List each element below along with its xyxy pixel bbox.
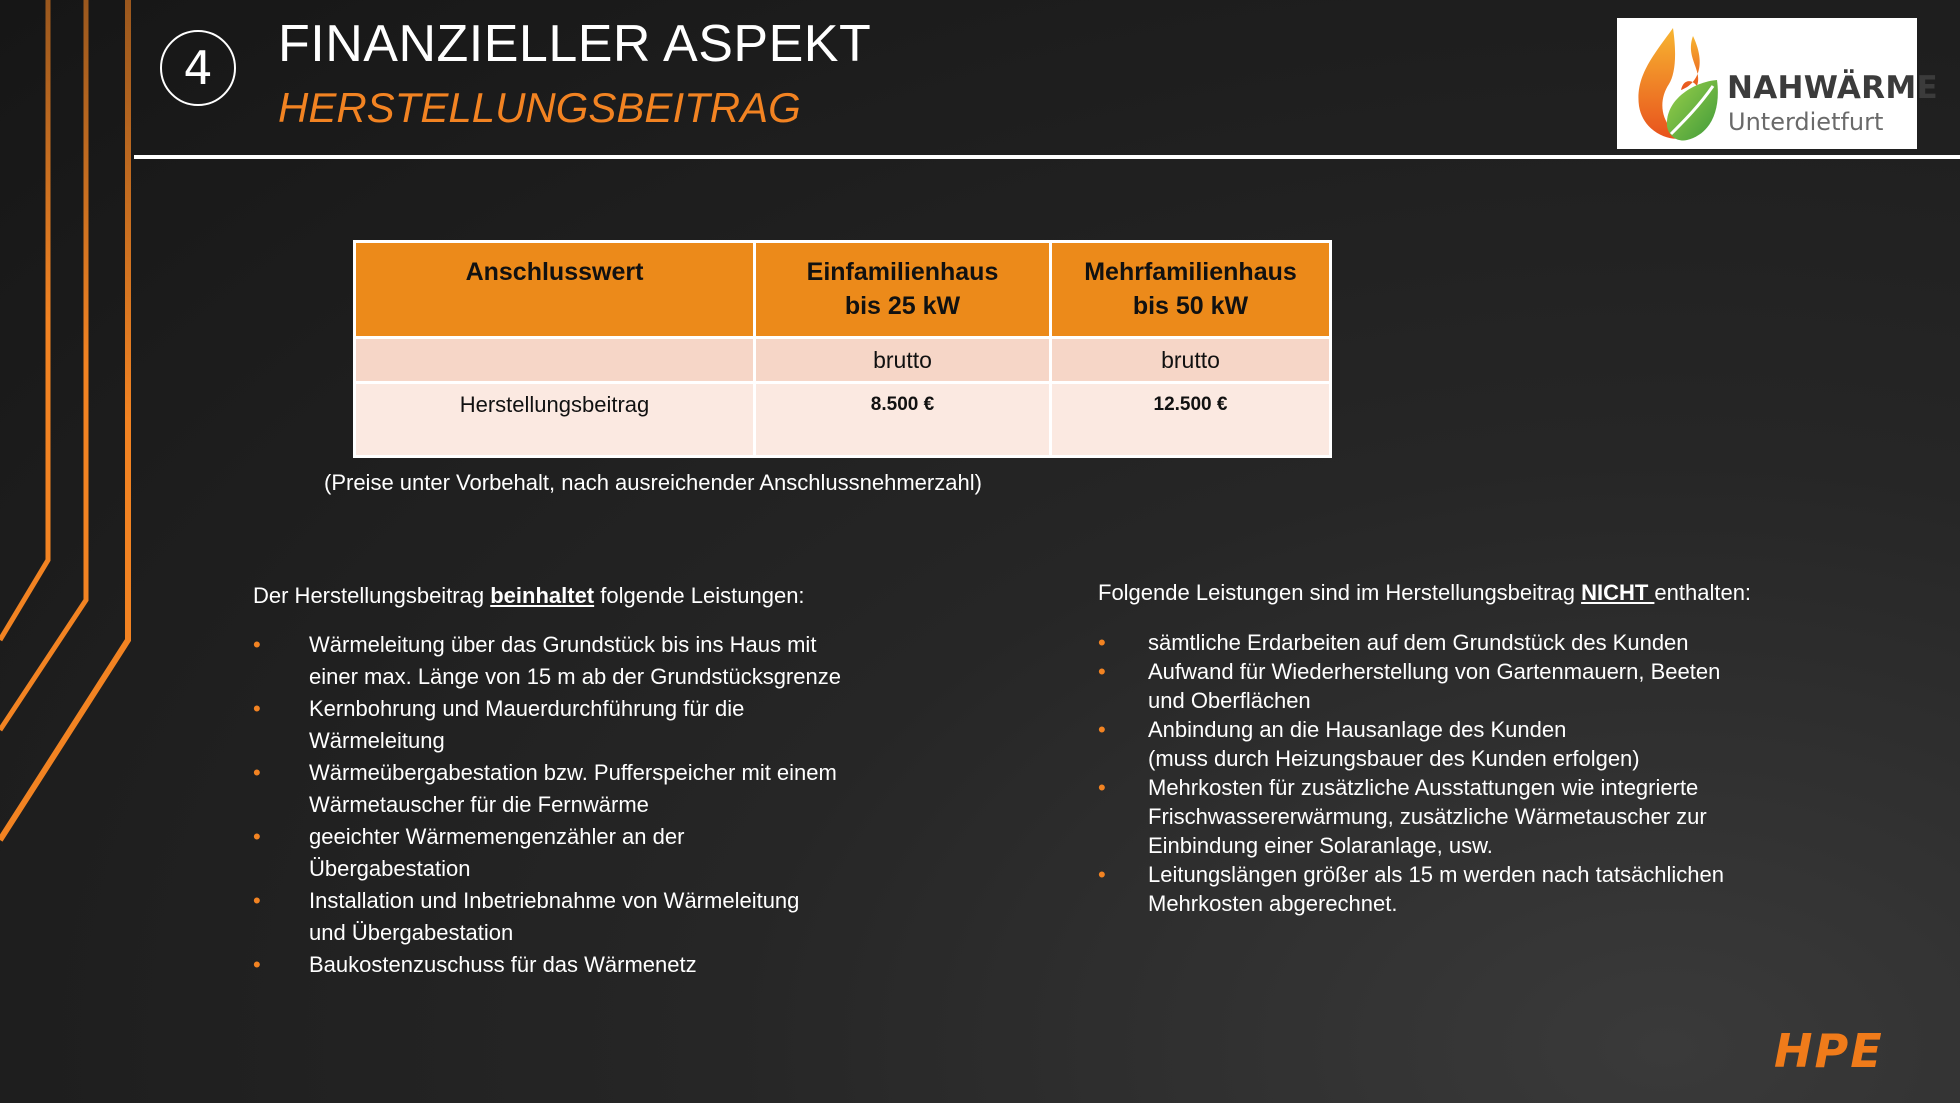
excluded-heading: Folgende Leistungen sind im Herstellungsbeitrag NICHT enthalten: bbox=[1098, 580, 1752, 605]
table-cell: Herstellungsbeitrag bbox=[355, 383, 755, 457]
list-item: • Leitungslängen größer als 15 m werden nach tatsächlichen Mehrkosten abgerechnet. bbox=[1098, 860, 1818, 918]
list-item: • Mehrkosten für zusätzliche Ausstattungen wie integrierte Frischwassererwärmung, zusätzliche Wärmetauscher zur Einbindung einer Solaranlage, usw. bbox=[1098, 773, 1818, 860]
table-row bbox=[355, 383, 1331, 457]
list-item: • Kernbohrung und Mauerdurchführung für die Wärmeleitung bbox=[253, 693, 893, 757]
header-divider bbox=[134, 155, 1960, 159]
price-table bbox=[353, 240, 1332, 458]
logo-place: Unterdietfurt bbox=[1728, 108, 1884, 136]
table-cell: brutto bbox=[1051, 338, 1331, 383]
logo bbox=[1617, 18, 1938, 149]
table-cell bbox=[355, 338, 755, 383]
table-cell: brutto bbox=[755, 338, 1051, 383]
included-services bbox=[253, 583, 893, 981]
page-title: FINANZIELLER ASPEKT bbox=[278, 15, 872, 73]
list-item: • Anbindung an die Hausanlage des Kunden (muss durch Heizungsbauer des Kunden erfolgen) bbox=[1098, 715, 1818, 773]
price-single-family: 8.500 € bbox=[755, 383, 1051, 457]
list-item: • Wärmeleitung über das Grundstück bis ins Haus mit einer max. Länge von 15 m ab der Grundstücksgrenze bbox=[253, 629, 893, 693]
included-heading: Der Herstellungsbeitrag beinhaltet folgende Leistungen: bbox=[253, 583, 805, 608]
table-header-row bbox=[355, 242, 1331, 338]
list-item: • geeichter Wärmemengenzähler an der Übergabestation bbox=[253, 821, 893, 885]
page-subtitle: HERSTELLUNGSBEITRAG bbox=[278, 84, 801, 131]
list-item: • Baukostenzuschuss für das Wärmenetz bbox=[253, 949, 893, 981]
table-header-cell: Einfamilienhaus bis 25 kW bbox=[755, 242, 1051, 338]
logo-name: NAHWÄRME bbox=[1727, 70, 1938, 106]
price-multi-family: 12.500 € bbox=[1051, 383, 1331, 457]
decorative-lines bbox=[0, 0, 140, 1103]
price-note: (Preise unter Vorbehalt, nach ausreichender Anschlussnehmerzahl) bbox=[324, 470, 982, 495]
table-header-cell: Mehrfamilienhaus bis 50 kW bbox=[1051, 242, 1331, 338]
list-item: • sämtliche Erdarbeiten auf dem Grundstück des Kunden bbox=[1098, 628, 1818, 657]
step-number-badge: 4 bbox=[160, 30, 236, 106]
list-item: • Installation und Inbetriebnahme von Wärmeleitung und Übergabestation bbox=[253, 885, 893, 949]
footer-brand: HPE bbox=[1774, 1024, 1884, 1078]
table-row bbox=[355, 338, 1331, 383]
list-item: • Wärmeübergabestation bzw. Pufferspeicher mit einem Wärmetauscher für die Fernwärme bbox=[253, 757, 893, 821]
flame-leaf-icon bbox=[1633, 26, 1723, 144]
list-item: • Aufwand für Wiederherstellung von Gartenmauern, Beeten und Oberflächen bbox=[1098, 657, 1818, 715]
excluded-services bbox=[1098, 580, 1818, 918]
table-header-cell: Anschlusswert bbox=[355, 242, 755, 338]
